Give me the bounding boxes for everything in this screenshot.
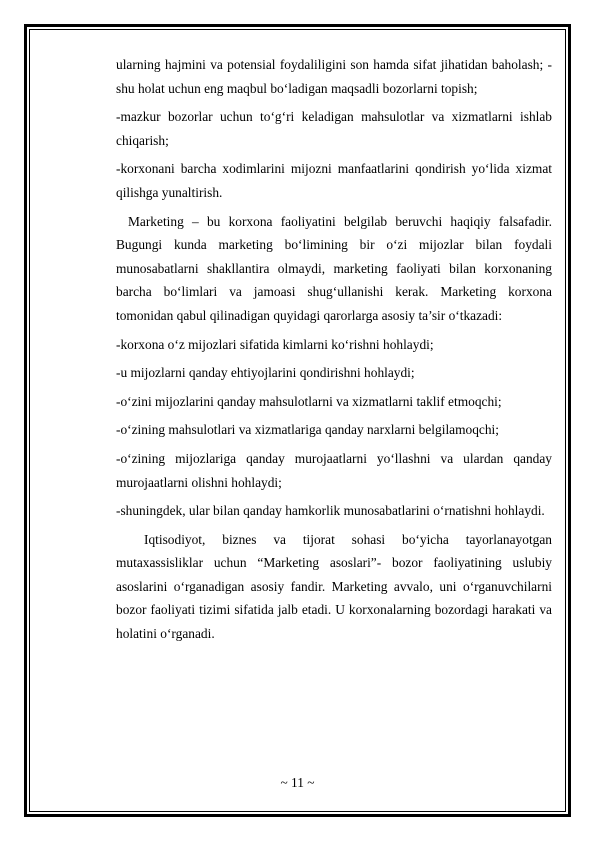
paragraph-3: -korxonani barcha xodimlarini mijozni manfaatlarini qondirish yo‘lida xizmat qilishga yunaltirish. — [116, 161, 552, 200]
paragraph-1: ularning hajmini va potensial foydaliligini son hamda sifat jihatidan baholash; -shu holat uchun eng maqbul bo‘ladigan maqsadli bozorlarni topish; — [116, 57, 552, 96]
paragraph-5: -korxona o‘z mijozlari sifatida kimlarni ko‘rishni hohlaydi; — [116, 336, 434, 352]
paragraph-7: -o‘zini mijozlarini qanday mahsulotlarni va xizmatlarni taklif etmoqchi; — [116, 393, 502, 409]
paragraph-4: Marketing – bu korxona faoliyatini belgilab beruvchi haqiqiy falsafadir. Bugungi kunda marketing bo‘limining bir o‘zi mijozlar bilan foydali munosabatlarni shakllantira olmaydi, marketing faoliyati bilan korxonaning barcha bo‘limlari va jamoasi shug‘ullanishi kerak. Marketing korxona tomonidan qabul qilinadigan quyidagi qarorlarga asosiy ta’sir o‘tkazadi: — [116, 213, 552, 323]
paragraph-9: -o‘zining mijozlariga qanday murojaatlarni yo‘llashni va ulardan qanday murojaatlarni olishni hohlaydi; — [116, 450, 552, 490]
document-body — [116, 53, 552, 651]
paragraph-6: -u mijozlarni qanday ehtiyojlarini qondirishni hohlaydi; — [116, 365, 415, 381]
paragraph-2: -mazkur bozorlar uchun to‘g‘ri keladigan mahsulotlar va xizmatlarni ishlab chiqarish; — [116, 109, 552, 148]
paragraph-8: -o‘zining mahsulotlari va xizmatlariga qanday narxlarni belgilamoqchi; — [116, 422, 499, 438]
paragraph-10: -shuningdek, ular bilan qanday hamkorlik munosabatlarini o‘rnatishni hohlaydi. — [116, 503, 545, 519]
page-number: ~ 11 ~ — [280, 775, 315, 790]
paragraph-11: Iqtisodiyot, biznes va tijorat sohasi bo‘yicha tayorlanayotgan mutaxassisliklar uchun “Marketing asoslari”- bozor faoliyatining uslubiy asoslarini o‘rganadigan asosiy fandir. Marketing avvalo, uni o‘rganuvchilarni bozor faoliyati tizimi sifatida jalb etadi. U korxonalarning bozordagi harakati va holatini o‘rganadi. — [116, 531, 552, 642]
